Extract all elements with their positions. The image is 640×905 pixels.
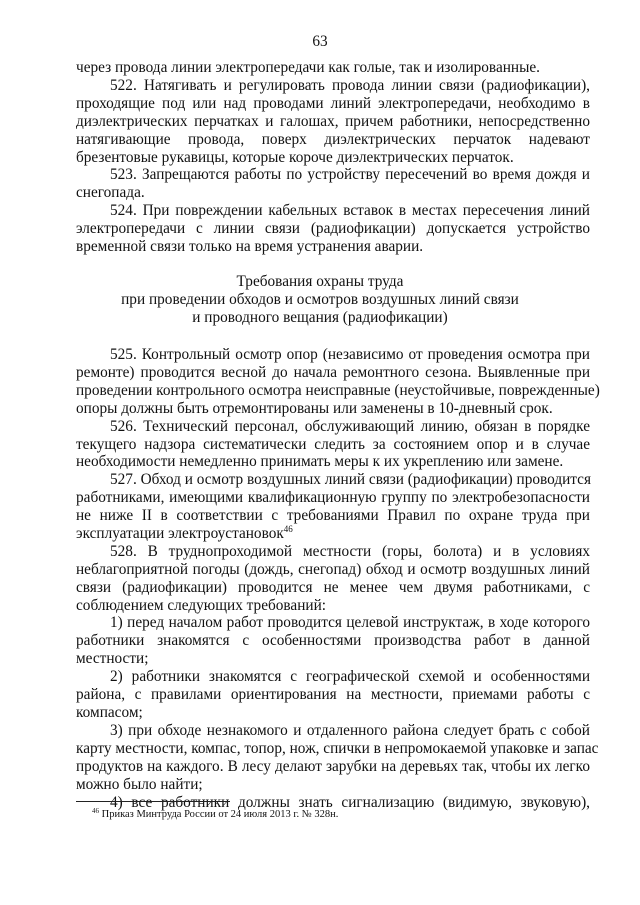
paragraph-526-line: текущего надзора систематически следить за состоянием опор и в случае bbox=[76, 436, 590, 453]
list-item-3-line: продуктов на каждого. В лесу делают зарубки на деревьях так, чтобы их легко bbox=[76, 758, 590, 775]
list-item-3-line: карту местности, компас, топор, нож, спички в непромокаемой упаковке и запас bbox=[76, 740, 599, 757]
paragraph-526-line: необходимости немедленно принимать меры к их укреплению или замене. bbox=[76, 453, 564, 470]
paragraph-528-line: 528. В труднопроходимой местности (горы, болота) и в условиях bbox=[110, 543, 590, 560]
paragraph-528-line: соблюдением следующих требований: bbox=[76, 597, 327, 614]
paragraph-522-line: 522. Натягивать и регулировать провода линии связи (радиофикации), bbox=[110, 77, 590, 94]
list-item-1-line: местности; bbox=[76, 650, 149, 667]
paragraph-527-line: не ниже II в соответствии с требованиями Правил по охране труда при bbox=[76, 507, 590, 524]
paragraph-527-line: работниками, имеющими квалификационную группу по электробезопасности bbox=[76, 489, 590, 506]
list-item-3-line: можно было найти; bbox=[76, 776, 203, 793]
list-item-1-line: 1) перед началом работ проводится целевой инструктаж, в ходе которого bbox=[110, 614, 590, 631]
paragraph-522-line: брезентовые рукавицы, которые короче диэлектрических перчаток. bbox=[76, 149, 514, 166]
footnote-marker: 46 bbox=[92, 807, 99, 815]
paragraph-526-line: 526. Технический персонал, обслуживающий линию, обязан в порядке bbox=[110, 418, 590, 435]
section-heading: и проводного вещания (радиофикации) bbox=[192, 309, 448, 326]
page-number: 63 bbox=[312, 33, 328, 50]
paragraph-527-line: 527. Обход и осмотр воздушных линий связи (радиофикации) проводится bbox=[110, 471, 591, 488]
paragraph-523-line: снегопада. bbox=[76, 184, 145, 201]
footnote-reference: 46 bbox=[283, 524, 293, 534]
paragraph-525-line: опоры должны быть отремонтированы или заменены в 10-дневный срок. bbox=[76, 400, 553, 417]
list-item-2-line: района, с правилами ориентирования на местности, приемами работы с bbox=[76, 686, 590, 703]
footnote bbox=[92, 809, 338, 821]
paragraph-524-line: временной связи только на время устранения аварии. bbox=[76, 238, 424, 255]
paragraph-528-line: связи (радиофикации) проводится не менее чем двумя работниками, с bbox=[76, 579, 590, 596]
section-heading: при проведении обходов и осмотров воздушных линий связи bbox=[121, 291, 519, 308]
paragraph-523-line: 523. Запрещаются работы по устройству пересечений во время дождя и bbox=[110, 166, 590, 183]
paragraph-527-line bbox=[76, 525, 293, 543]
paragraph-524-line: электропередачи с линии связи (радиофикации) допускается устройство bbox=[76, 220, 590, 237]
paragraph-525-line: проведении контрольного осмотра неисправные (неустойчивые, поврежденные) bbox=[76, 382, 600, 399]
paragraph-522-line: натягивающие провода, поверх диэлектрических перчаток надевают bbox=[76, 131, 590, 148]
list-item-4-line: 4) все работники должны знать сигнализацию (видимую, звуковую), bbox=[110, 794, 590, 811]
paragraph-522-line: проходящие под или над проводами линий электропередачи, необходимо в bbox=[76, 95, 590, 112]
text-line: через провода линии электропередачи как голые, так и изолированные. bbox=[76, 59, 541, 76]
paragraph-522-line: диэлектрических перчатках и галошах, причем работники, непосредственно bbox=[76, 113, 590, 130]
list-item-1-line: работники знакомятся с особенностями производства работ в данной bbox=[76, 632, 590, 649]
list-item-3-line: 3) при обходе незнакомого и отдаленного района следует брать с собой bbox=[110, 722, 590, 739]
footnote-text: Приказ Минтруда России от 24 июля 2013 г. № 328н. bbox=[101, 809, 339, 820]
paragraph-527-text: эксплуатации электроустановок bbox=[76, 525, 284, 542]
paragraph-524-line: 524. При повреждении кабельных вставок в местах пересечения линий bbox=[110, 202, 590, 219]
list-item-2-line: 2) работники знакомятся с географической схемой и особенностями bbox=[110, 668, 590, 685]
footnote-divider bbox=[76, 801, 230, 802]
list-item-2-line: компасом; bbox=[76, 704, 143, 721]
paragraph-525-line: 525. Контрольный осмотр опор (независимо от проведения осмотра при bbox=[110, 346, 590, 363]
section-heading: Требования охраны труда bbox=[236, 273, 404, 290]
paragraph-525-line: ремонте) проводится весной до начала ремонтного сезона. Выявленные при bbox=[76, 364, 590, 381]
paragraph-528-line: неблагоприятной погоды (дождь, снегопад) обход и осмотр воздушных линий bbox=[76, 561, 590, 578]
